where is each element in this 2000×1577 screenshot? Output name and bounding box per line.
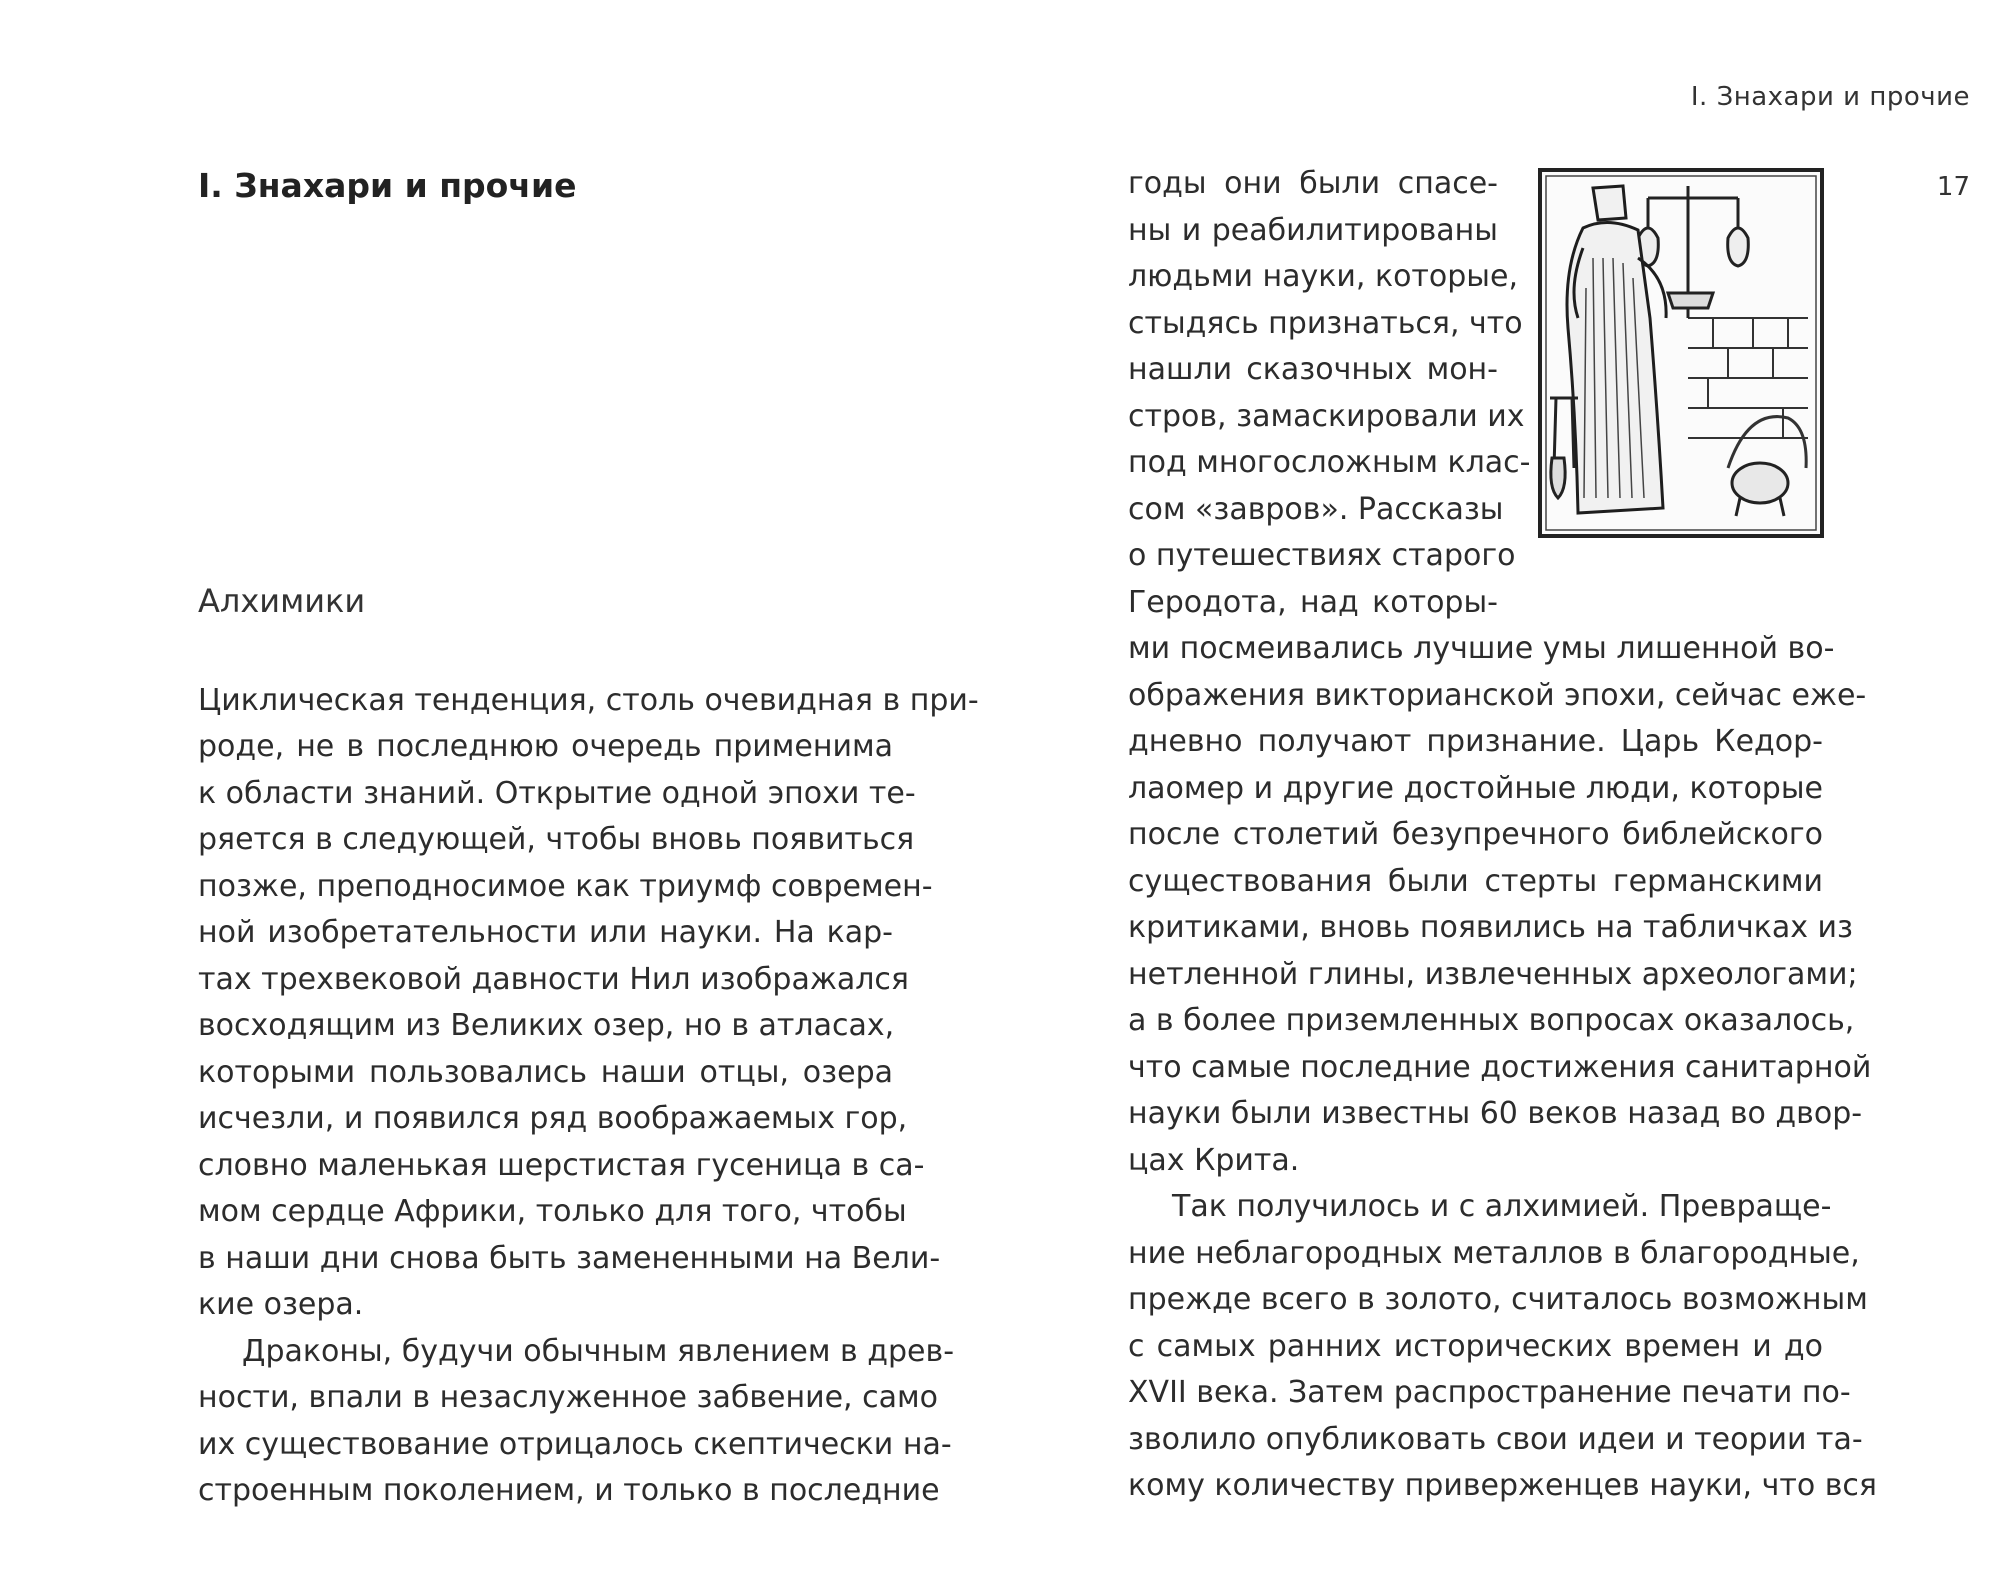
text-line: науки были известны 60 веков назад во двор- (1128, 1096, 1863, 1131)
text-line: Так получилось и с алхимией. Превраще- (1172, 1189, 1832, 1224)
text-line: словно маленькая шерстистая гусеница в са- (198, 1148, 925, 1183)
text-line: исчезли, и появился ряд воображаемых гор, (198, 1101, 908, 1136)
alchemist-woodcut-icon (1538, 168, 1824, 538)
text-line: которыми пользовались наши отцы, озера (198, 1055, 893, 1090)
text-line: ности, впали в незаслуженное забвение, само (198, 1380, 938, 1415)
text-line: нетленной глины, извлеченных археологами; (1128, 957, 1858, 992)
text-line: ображения викторианской эпохи, сейчас еже- (1128, 678, 1867, 713)
text-line: прежде всего в золото, считалось возможным (1128, 1282, 1868, 1317)
text-line: Геродота, над которы- (1128, 585, 1498, 620)
text-line: стыдясь признаться, что (1128, 306, 1523, 341)
text-line: строенным поколением, и только в последние (198, 1473, 940, 1508)
text-line: цах Крита. (1128, 1143, 1300, 1178)
text-line: нашли сказочных мон- (1128, 352, 1498, 387)
text-line: под многосложным клас- (1128, 445, 1531, 480)
text-line: ряется в следующей, чтобы вновь появиться (198, 822, 915, 857)
text-line: критиками, вновь появились на табличках из (1128, 910, 1853, 945)
chapter-title: I. Знахари и прочие (198, 166, 577, 205)
text-line: о путешествиях старого (1128, 538, 1516, 573)
text-line: XVII века. Затем распространение печати по- (1128, 1375, 1851, 1410)
page-number: 17 (1936, 172, 1970, 202)
text-line: тах трехвековой давности Нил изображался (198, 962, 909, 997)
text-line: что самые последние достижения санитарной (1128, 1050, 1872, 1085)
text-line: мом сердце Африки, только для того, чтобы (198, 1194, 907, 1229)
text-line: ми посмеивались лучшие умы лишенной во- (1128, 631, 1835, 666)
text-line: существования были стерты германскими (1128, 864, 1823, 899)
text-line: людьми науки, которые, (1128, 259, 1518, 294)
text-line: с самых ранних исторических времен и до (1128, 1329, 1823, 1364)
text-line: в наши дни снова быть замененными на Вели- (198, 1241, 941, 1276)
text-line: позже, преподносимое как триумф современ- (198, 869, 933, 904)
text-line: а в более приземленных вопросах оказалось, (1128, 1003, 1855, 1038)
running-header: I. Знахари и прочие (1690, 82, 1970, 112)
text-line: ны и реабилитированы (1128, 213, 1498, 248)
text-line: Драконы, будучи обычным явлением в древ- (242, 1334, 955, 1369)
text-line: сом «завров». Рассказы (1128, 492, 1504, 527)
text-line: стров, замаскировали их (1128, 399, 1525, 434)
text-line: Циклическая тенденция, столь очевидная в при- (198, 683, 979, 718)
section-heading: Алхимики (198, 582, 366, 620)
text-line: после столетий безупречного библейского (1128, 817, 1823, 852)
text-line: их существование отрицалось скептически на- (198, 1427, 952, 1462)
text-line: ной изобретательности или науки. На кар- (198, 915, 893, 950)
text-line: кие озера. (198, 1287, 364, 1322)
text-line: ние неблагородных металлов в благородные, (1128, 1236, 1860, 1271)
text-line: к области знаний. Открытие одной эпохи те- (198, 776, 916, 811)
text-line: лаомер и другие достойные люди, которые (1128, 771, 1823, 806)
text-line: годы они были спасе- (1128, 166, 1498, 201)
text-line: дневно получают признание. Царь Кедор- (1128, 724, 1823, 759)
text-line: зволило опубликовать свои идеи и теории та- (1128, 1422, 1863, 1457)
text-line: кому количеству приверженцев науки, что вся (1128, 1468, 1877, 1503)
text-line: роде, не в последнюю очередь применима (198, 729, 893, 764)
text-line: восходящим из Великих озер, но в атласах, (198, 1008, 895, 1043)
